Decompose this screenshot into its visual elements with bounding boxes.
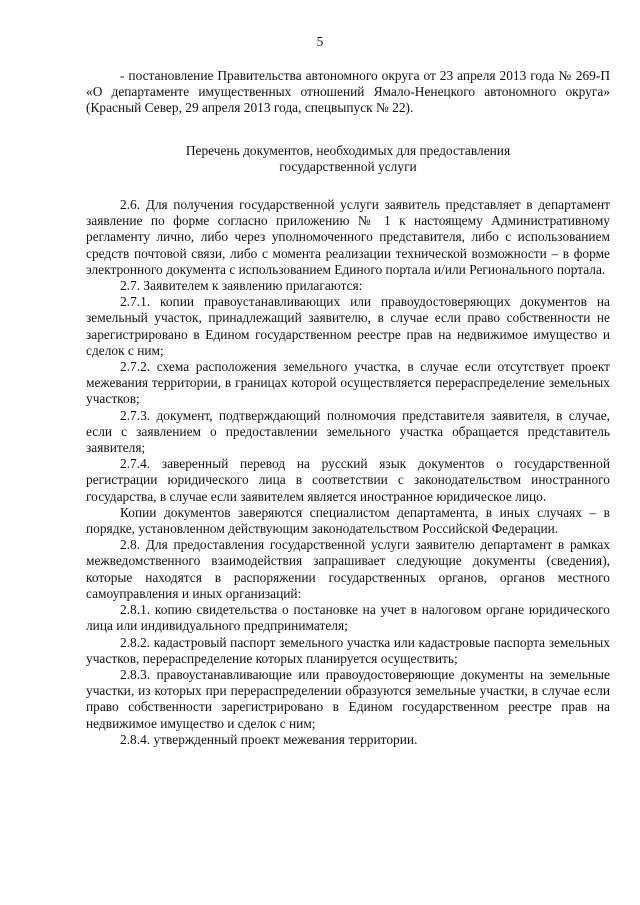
legal-reference-item: - постановление Правительства автономного округа от 23 апреля 2013 года № 269-П «О департаменте имущественных отношений Ямало-Ненецкого автономного округа» (Красный Север, 29 апреля 2013 года, спецвыпуск № 22). [86,68,610,116]
section-heading-line-2: государственной услуги [279,158,417,174]
paragraph-2-7-3: 2.7.3. документ, подтверждающий полномочия представителя заявителя, в случае, если с заявлением о предоставлении земельного участка обращается представитель заявителя; [86,407,610,456]
paragraph-2-6: 2.6. Для получения государственной услуги заявитель представляет в департамент заявление по форме согласно приложению № 1 к настоящему Административному регламенту лично, либо через уполномоченного представителя, либо с использованием средств почтовой связи, либо с момента реализации технической возможности – в форме электронного документа с использованием Единого портала и/или Регионального портала. [86,197,610,277]
paragraph-2-7-4: 2.7.4. заверенный перевод на русский язык документов о государственной регистрации юридического лица в соответствии с законодательством иностранного государства, в случае если заявителем является иностранное юридическое лицо. [86,456,610,504]
section-heading [86,143,610,175]
paragraph-2-7: 2.7. Заявителем к заявлению прилагаются: [120,278,363,294]
paragraph-copies-certification: Копии документов заверяются специалистом департамента, в иных случаях – в порядке, установленном действующим законодательством Российской Федерации. [86,504,610,537]
paragraph-2-8-4: 2.8.4. утвержденный проект межевания территории. [120,731,418,747]
paragraph-2-7-2: 2.7.2. схема расположения земельного участка, в случае если отсутствует проект межевания территории, в границах которой осуществляется перераспределение земельных участков; [86,359,610,407]
paragraph-2-8-2: 2.8.2. кадастровый паспорт земельного участка или кадастровые паспорта земельных участков, перераспределение которых планируется осуществить; [86,634,610,666]
paragraph-2-8-3: 2.8.3. правоустанавливающие или правоудостоверяющие документы на земельные участки, из которых при перераспределении образуются земельные участки, в случае если право собственности зарегистрировано в Едином государственном реестре прав на недвижимое имущество и сделок с ним; [86,666,610,731]
document-body [86,68,610,748]
page-number: 5 [316,34,324,49]
paragraph-2-8-1: 2.8.1. копию свидетельства о постановке на учет в налоговом органе юридического лица или индивидуального предпринимателя; [86,602,610,634]
section-heading-line-1: Перечень документов, необходимых для предоставления [185,142,511,158]
paragraph-2-8: 2.8. Для предоставления государственной услуги заявителю департамент в рамках межведомственного взаимодействия запрашивает следующие документы (сведения), которые находятся в распоряжении государственных органов, органов местного самоуправления и иных организаций: [86,537,610,601]
paragraph-2-7-1: 2.7.1. копии правоустанавливающих или правоудостоверяющих документов на земельный участок, принадлежащий заявителю, в случае если право собственности не зарегистрировано в Едином государственном реестре прав на недвижимое имущество и сделок с ним; [86,294,610,358]
